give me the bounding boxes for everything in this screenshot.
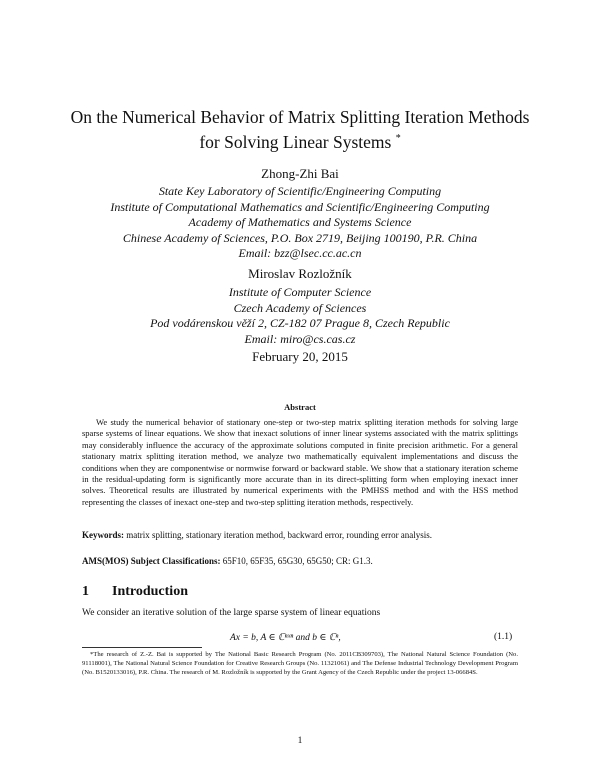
keywords-label: Keywords: — [82, 530, 124, 540]
paper-date: February 20, 2015 — [252, 349, 348, 364]
affiliation-1-line: Chinese Academy of Sciences, P.O. Box 2719, Beijing 100190, P.R. China — [122, 230, 478, 245]
affiliation-1-line: State Key Laboratory of Scientific/Engineering Computing — [158, 184, 442, 198]
footnote: *The research of Z.-Z. Bai is supported by The National Basic Research Program (No. 2011CB309703), The National Natural Science Foundation (No. 91118001), The National Natural Science Foundation for Creative Research Groups (No. 11321061) and The Defense Industrial Technology Development Program (No. B1520133016), P.R. China. The research of M. Rozložník is supported by the Grant Agency of the Czech Republic under the project 13-06684S. — [82, 651, 518, 677]
affiliation-2-line: Pod vodárenskou věží 2, CZ-182 07 Prague 8, Czech Republic — [150, 316, 450, 330]
ams-label: AMS(MOS) Subject Classifications: — [82, 556, 221, 566]
affiliation-1-email: Email: bzz@lsec.cc.ac.cn — [238, 246, 362, 260]
section-title: Introduction — [112, 584, 188, 599]
affiliation-2-line: Institute of Computer Science — [228, 285, 372, 299]
affiliation-1-line: Academy of Mathematics and Systems Science — [188, 215, 412, 229]
paper-title — [40, 106, 560, 153]
affiliation-2 — [0, 285, 600, 347]
section-number: 1 — [82, 584, 89, 599]
affiliation-2-line: Czech Academy of Sciences — [233, 300, 367, 315]
title-line-2: for Solving Linear Systems — [199, 131, 392, 152]
section-heading — [82, 584, 188, 600]
ams-text: 65F10, 65F35, 65G30, 65G50; CR: G1.3. — [222, 556, 373, 566]
affiliation-1 — [0, 184, 600, 262]
author-2: Miroslav Rozložník — [248, 266, 352, 281]
abstract-text: We study the numerical behavior of stationary one-step or two-step matrix splitting iteration methods for solving large sparse systems of linear equations. We show that inexact solutions of inner linear systems associated with the matrix splittings may considerably influence the accuracy of the approximate solutions computed in finite precision arithmetic. For a general stationary matrix splitting iteration method, we analyze two mathematically equivalent implementations and discuss the conditions when they are componentwise or normwise forward or backward stable. We show that a stationary iteration scheme in the residual-updating form is significantly more accurate than in its direct-splitting form when employing inexact inner solves. Theoretical results are illustrated by numerical experiments with the PMHSS method and with the HSS method representing the classes of inexact one-step and two-step splitting iteration methods, respectively. — [82, 417, 518, 507]
title-line-1: On the Numerical Behavior of Matrix Splitting Iteration Methods — [70, 107, 530, 127]
equation-1-1: Ax = b, A ∈ ℂⁿˣⁿ and b ∈ ℂⁿ, — [230, 633, 341, 643]
intro-paragraph: We consider an iterative solution of the large sparse system of linear equations — [82, 608, 381, 618]
equation-number: (1.1) — [494, 632, 513, 642]
page-number: 1 — [297, 736, 303, 746]
abstract-heading: Abstract — [284, 402, 316, 412]
author-1: Zhong-Zhi Bai — [261, 166, 339, 181]
affiliation-2-email: Email: miro@cs.cas.cz — [244, 331, 356, 346]
keywords-text: matrix splitting, stationary iteration method, backward error, rounding error analysis. — [126, 530, 433, 540]
footnote-rule — [82, 647, 202, 648]
ams-classification — [82, 556, 522, 566]
title-footnote-mark: * — [395, 133, 401, 144]
keywords — [82, 530, 522, 540]
affiliation-1-line: Institute of Computational Mathematics and Scientific/Engineering Computing — [110, 199, 490, 214]
